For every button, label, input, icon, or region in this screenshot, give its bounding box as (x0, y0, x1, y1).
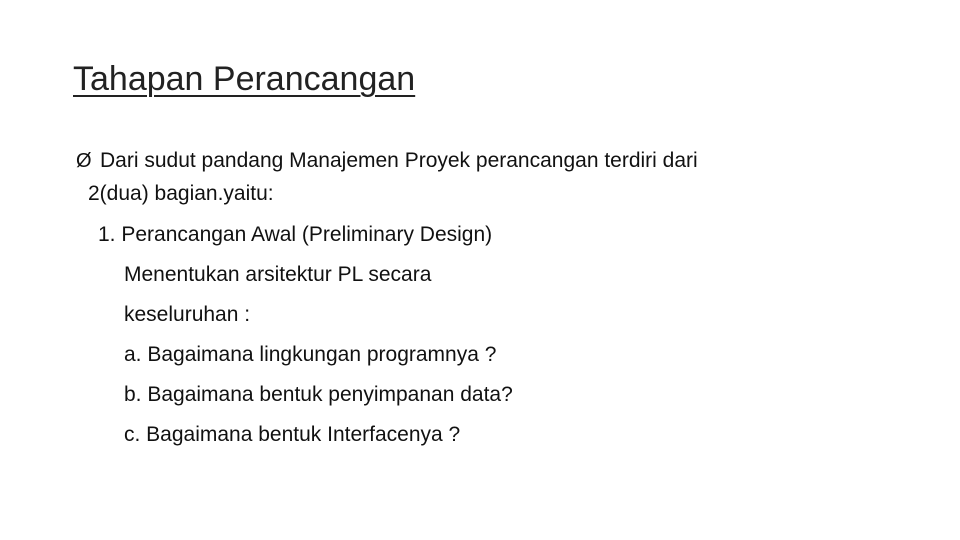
sub-item-b: b. Bagaimana bentuk penyimpanan data? (124, 383, 513, 406)
numbered-item-1: 1. Perancangan Awal (Preliminary Design) (98, 223, 493, 246)
text-line-1: Dari sudut pandang Manajemen Proyek perancangan terdiri dari (100, 149, 698, 172)
text-line-4: Menentukan arsitektur PL secara (124, 263, 432, 286)
sub-item-a: a. Bagaimana lingkungan programnya ? (124, 343, 497, 366)
sub-item-c: c. Bagaimana bentuk Interfacenya ? (124, 423, 461, 446)
arrow-bullet-icon: Ø (76, 150, 92, 172)
text-line-2: 2(dua) bagian.yaitu: (88, 182, 274, 205)
slide-title: Tahapan Perancangan (73, 60, 416, 98)
bullet-line (76, 148, 698, 174)
text-line-5: keseluruhan : (124, 303, 251, 326)
